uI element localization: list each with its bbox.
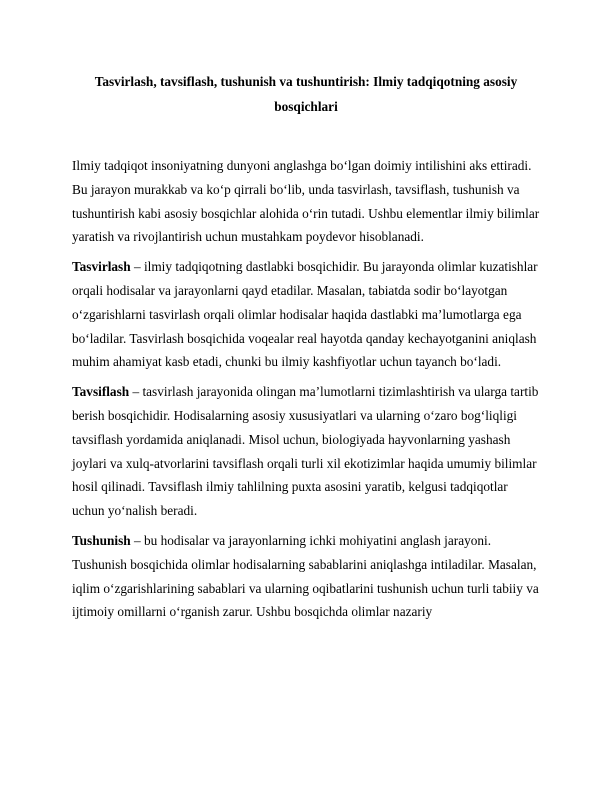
document-title: Tasvirlash, tavsiflash, tushunish va tushuntirish: Ilmiy tadqiqotning asosiy bosqichlari [94,74,518,114]
document-body [72,154,542,630]
paragraph-tavsiflash [72,380,542,523]
paragraph-tasvirlash [72,255,542,374]
paragraph-text: – tasvirlash jarayonida olingan ma’lumotlarni tizimlashtirish va ularga tartib berish bosqichidir. Hodisalarning asosiy xususiyatlari va ularning o‘zaro bog‘liqligi tavsiflash yordamida aniqlanadi. Misol uchun, biologiyada hayvonlarning yashash joylari va xulq-atvorlarini tavsiflash orqali turli xil ekotizimlar haqida umumiy bilimlar hosil qilinadi. Tavsiflash ilmiy tahlilning puxta asosini yaratib, kelgusi tadqiqotlar uchun yo‘nalish beradi. [72,384,539,519]
paragraph-tushunish [72,529,542,624]
paragraph-term: Tasvirlash [72,259,131,275]
intro-paragraph [72,154,542,249]
paragraph-text: Ilmiy tadqiqot insoniyatning dunyoni anglashga bo‘lgan doimiy intilishini aks ettiradi. Bu jarayon murakkab va ko‘p qirrali bo‘lib, unda tasvirlash, tavsiflash, tushunish va tushuntirish kabi asosiy bosqichlar alohida o‘rin tutadi. Ushbu elementlar ilmiy bilimlar yaratish va rivojlantirish uchun mustahkam poydevor hisoblanadi. [72,158,540,245]
paragraph-term: Tushunish [72,532,131,548]
paragraph-text: – ilmiy tadqiqotning dastlabki bosqichidir. Bu jarayonda olimlar kuzatishlar orqali hodisalar va jarayonlarni qayd etadilar. Masalan, tabiatda sodir bo‘layotgan o‘zgarishlarni tasvirlash orqali olimlar hodisalar haqida dastlabki ma’lumotlarga ega bo‘ladilar. Tasvirlash bosqichida voqealar real hayotda qanday kechayotganini aniqlash muhim ahamiyat kasb etadi, chunki bu ilmiy kashfiyotlar uchun tayanch bo‘ladi. [72,259,538,370]
paragraph-term: Tavsiflash [72,384,130,400]
paragraph-text: – bu hodisalar va jarayonlarning ichki mohiyatini anglash jarayoni. Tushunish bosqichida olimlar hodisalarning sabablarini aniqlashga intiladilar. Masalan, iqlim o‘zgarishlarining sabablari va ularning oqibatlarini tushunish uchun turli tabiiy va ijtimoiy omillarni o‘rganish zarur. Ushbu bosqichda olimlar nazariy [72,532,539,620]
